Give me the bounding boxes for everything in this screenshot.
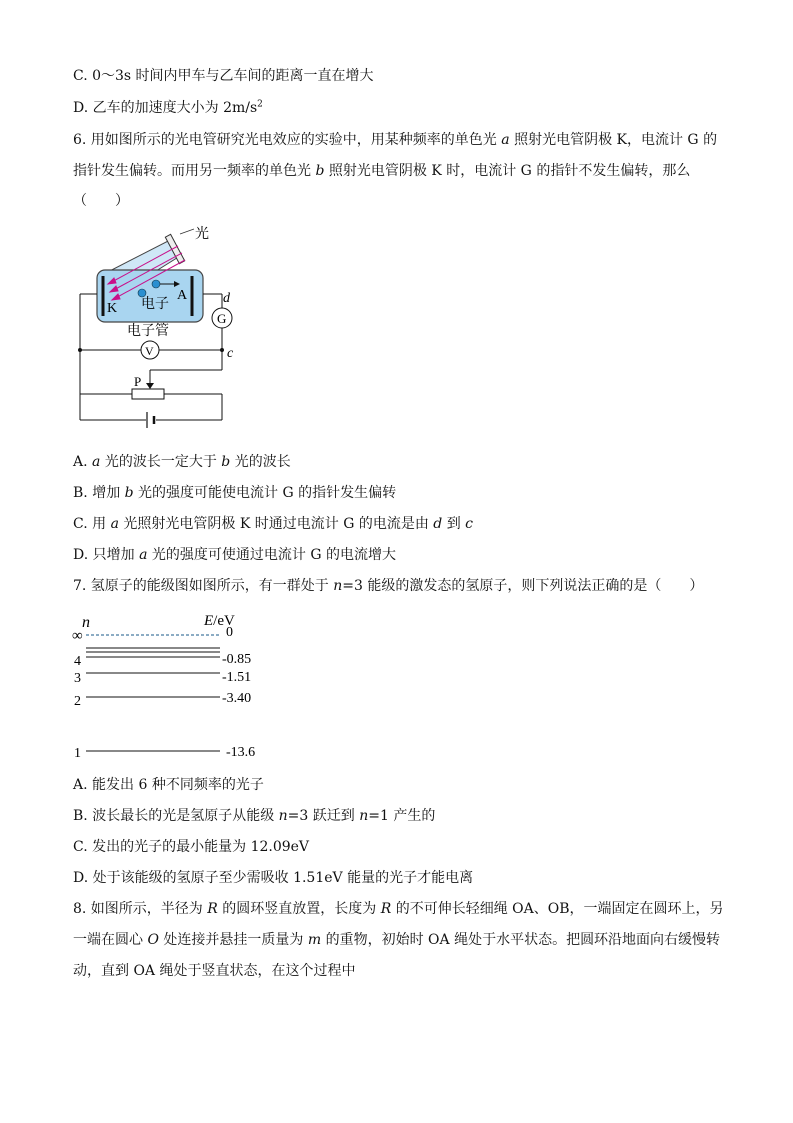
q7-option-b xyxy=(73,806,435,826)
q6-option-text: 光的波长一定大于 xyxy=(100,454,222,470)
var-a: a xyxy=(92,454,101,470)
q7-stem-text: =3 能级的激发态的氢原子，则下列说法正确的是（ ） xyxy=(342,578,704,594)
q7-option-d: D. 处于该能级的氢原子至少需吸收 1.51eV 能量的光子才能电离 xyxy=(73,870,474,886)
q6-option-text: A. xyxy=(73,454,93,470)
q8-stem-text: 处连接并悬挂一质量为 xyxy=(158,932,308,948)
level-4-energy: -0.85 xyxy=(222,652,252,667)
cathode-label: K xyxy=(107,301,118,316)
q7-option-a: A. 能发出 6 种不同频率的光子 xyxy=(73,777,264,793)
var-r: R xyxy=(380,901,392,917)
var-b: b xyxy=(124,485,134,501)
slider-arrow xyxy=(146,383,154,389)
q6-option-text: C. 用 xyxy=(73,516,111,532)
q6-option-b xyxy=(73,483,396,503)
var-b: b xyxy=(315,163,325,179)
electron-dot xyxy=(138,289,146,297)
q8-stem-line2 xyxy=(73,930,720,950)
point-c-label: c xyxy=(227,346,234,361)
q5-option-c: C. 0～3s 时间内甲车与乙车间的距离一直在增大 xyxy=(73,68,374,84)
q7-option-text: =1 产生的 xyxy=(368,808,436,824)
q6-option-text: 光的波长 xyxy=(230,454,291,470)
q6-stem-line2 xyxy=(73,161,690,181)
q6-option-a xyxy=(73,452,291,472)
q6-stem-line1 xyxy=(73,130,717,150)
n-axis-label: n xyxy=(82,614,90,631)
var-o: O xyxy=(147,932,159,948)
q6-option-text: 光照射光电管阴极 K 时通过电流计 G 的电流是由 xyxy=(118,516,434,532)
q8-stem-line3: 动，直到 OA 绳处于竖直状态，在这个过程中 xyxy=(73,963,356,979)
level-inf-energy: 0 xyxy=(226,625,233,640)
q6-option-text: B. 增加 xyxy=(73,485,125,501)
anode-label: A xyxy=(177,288,188,303)
q7-option-text: B. 波长最长的光是氢原子从能级 xyxy=(73,808,279,824)
level-inf-label: ∞ xyxy=(72,628,83,644)
q6-stem-text: 照射光电管阴极 K 时，电流计 G 的指针不发生偏转，那么 xyxy=(324,163,691,179)
q6-stem-text: 照射光电管阴极 K，电流计 G 的 xyxy=(509,132,718,148)
q6-answer-bracket: （ ） xyxy=(73,193,129,209)
level-4-label: 4 xyxy=(74,654,81,669)
q7-option-text: =3 跃迁到 xyxy=(287,808,360,824)
tube-label: 电子管 xyxy=(127,324,169,339)
var-n: n xyxy=(333,578,343,594)
q5-option-d xyxy=(73,98,263,118)
level-3-energy: -1.51 xyxy=(222,670,252,685)
q6-option-text: 光的强度可使通过电流计 G 的电流增大 xyxy=(147,547,396,563)
q7-stem xyxy=(73,576,703,596)
junction-dot xyxy=(220,348,224,352)
junction-dot xyxy=(78,348,82,352)
var-a: a xyxy=(110,516,119,532)
q5-option-d-text: D. 乙车的加速度大小为 2m/s xyxy=(73,100,258,116)
electron-label: 电子 xyxy=(141,297,169,312)
energy-axis-label: E/eV xyxy=(204,613,235,629)
level-3-label: 3 xyxy=(74,671,81,686)
q6-option-text: D. 只增加 xyxy=(73,547,140,563)
var-a: a xyxy=(139,547,148,563)
var-b: b xyxy=(221,454,231,470)
q8-stem-text: 的重物，初始时 OA 绳处于水平状态。把圆环沿地面向右缓慢转 xyxy=(321,932,721,948)
electron-dot xyxy=(152,280,160,288)
level-2-energy: -3.40 xyxy=(222,691,252,706)
level-2-label: 2 xyxy=(74,694,81,709)
q6-option-text: 光的强度可能使电流计 G 的指针发生偏转 xyxy=(133,485,397,501)
var-m: m xyxy=(307,932,322,948)
var-r: R xyxy=(207,901,218,917)
q6-stem-text: 指针发生偏转。而用另一频率的单色光 xyxy=(73,163,316,179)
q6-stem-text: 6. 用如图所示的光电管研究光电效应的实验中，用某种频率的单色光 xyxy=(73,132,502,148)
phototube-circuit-diagram xyxy=(70,220,270,442)
q6-option-text: 到 xyxy=(442,516,466,532)
q8-stem-line1 xyxy=(73,899,724,919)
light-label: 光 xyxy=(195,227,209,242)
energy-level-diagram xyxy=(70,605,280,765)
voltmeter-label: V xyxy=(145,344,154,358)
var-d: d xyxy=(433,516,443,532)
point-d-label: d xyxy=(223,291,230,306)
q6-option-d xyxy=(73,545,396,565)
var-n: n xyxy=(278,808,288,824)
q7-stem-text: 7. 氢原子的能级图如图所示，有一群处于 xyxy=(73,578,334,594)
galvanometer-label: G xyxy=(217,311,227,326)
slider-label: P xyxy=(134,374,142,389)
light-label-leader xyxy=(180,229,194,234)
q8-stem-text: 的不可伸长轻细绳 OA、OB，一端固定在圆环上，另 xyxy=(391,901,724,917)
q8-stem-text: 的圆环竖直放置，长度为 xyxy=(217,901,381,917)
q8-stem-text: 8. 如图所示，半径为 xyxy=(73,901,208,917)
q8-stem-text: 一端在圆心 xyxy=(73,932,148,948)
var-a: a xyxy=(501,132,510,148)
q5-option-d-exponent: 2 xyxy=(257,99,263,110)
rheostat xyxy=(132,389,164,399)
var-n: n xyxy=(359,808,369,824)
level-1-energy: -13.6 xyxy=(226,745,256,760)
var-c: c xyxy=(465,516,473,532)
level-1-label: 1 xyxy=(74,746,81,761)
q7-option-c: C. 发出的光子的最小能量为 12.09eV xyxy=(73,839,310,855)
q6-option-c xyxy=(73,514,473,534)
